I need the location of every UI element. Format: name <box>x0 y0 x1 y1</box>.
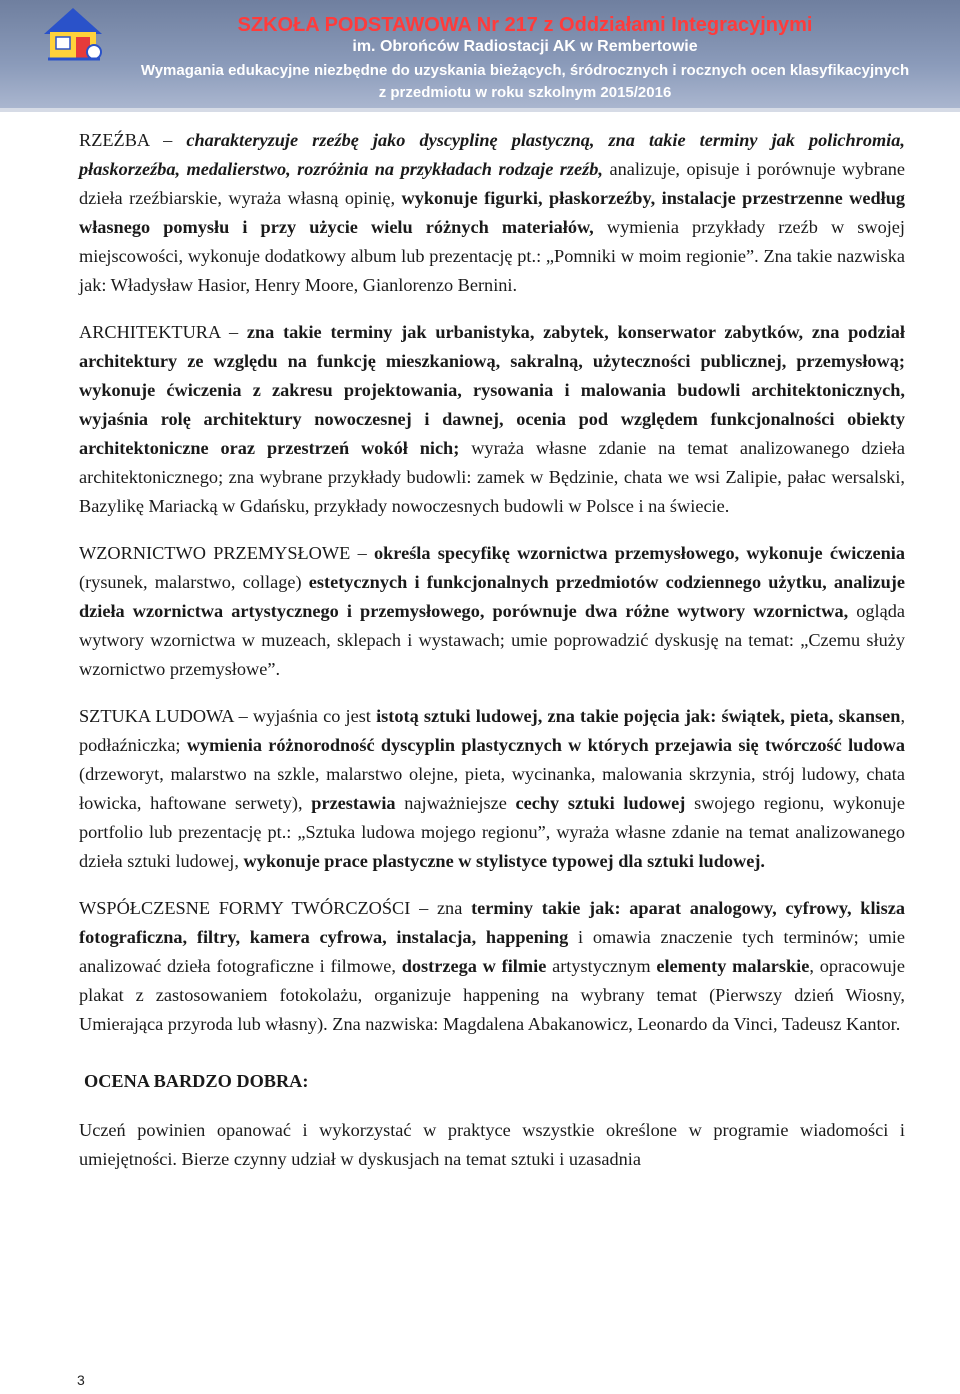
wzornictwo-text-1: (rysunek, malarstwo, collage) <box>79 572 309 592</box>
header-divider <box>0 108 960 112</box>
rzezba-text-1: analizuje, opisuje i porównuje wybrane dzieła rzeźbiarskie, wyraża własną opinię, <box>79 159 905 208</box>
wzornictwo-bold-1: określa specyfikę wzornictwa przemysłowego, wykonuje ćwiczenia <box>373 543 906 563</box>
sztuka-ludowa-text-4: swojego regionu, wykonuje portfolio lub prezentację pt.: „Sztuka ludowa mojego regionu”, wyraża własne zdanie na temat analizowanego dzieła sztuki ludowej, <box>79 793 905 871</box>
wspolczesne-text-1: i omawia znaczenie tych terminów; umie analizować dzieła fotograficzne i filmowe, <box>79 927 905 976</box>
sztuka-ludowa-bold-3: przestawia <box>311 793 396 813</box>
section-title-architektura: ARCHITEKTURA – <box>79 322 247 342</box>
section-wzornictwo <box>79 539 905 684</box>
wspolczesne-text-2: artystycznym <box>546 956 657 976</box>
sztuka-ludowa-text-2: (drzeworyt, malarstwo na szkle, malarstwo olejne, pieta, wycinanka, malowania skrzynia, strój ludowy, chata łowicka, haftowane serwety), <box>79 764 905 813</box>
architektura-bold-1: zna takie terminy jak urbanistyka, zabytek, konserwator zabytków, zna podział architektury ze względu na funkcję mieszkaniową, sakralną, użyteczności publicznej, przemysłową; wykonuje ćwiczenia z zakresu projektowania, rysowania i malowania budowli architektonicznych, wyjaśnia rolę architektury nowoczesnej i dawnej, ocenia pod względem funkcjonalności obiekty architektoniczne oraz przestrzeń wokół nich; <box>79 322 905 458</box>
wspolczesne-bold-1: terminy takie jak: aparat analogowy, cyfrowy, klisza fotograficzna, filtry, kamera cyfrowa, instalacja, happening <box>79 898 905 947</box>
sztuka-ludowa-bold-2: wymienia różnorodność dyscyplin plastycznych w których przejawia się twórczość ludowa <box>186 735 905 755</box>
wspolczesne-text-3: , opracowuje plakat z zastosowaniem fotokolażu, organizuje happening na wybrany temat (Pierwszy dzień Wiosny, Umierająca przyroda lub własny). Zna nazwiska: Magdalena Abakanowicz, Leonardo da Vinci, Tadeusz Kantor. <box>79 956 905 1034</box>
section-sztuka-ludowa <box>79 702 905 876</box>
school-name: SZKOŁA PODSTAWOWA Nr 217 z Oddziałami Integracyjnymi <box>237 14 813 36</box>
rzezba-bold-2: wykonuje figurki, płaskorzeźby, instalacje przestrzenne według własnego pomysłu i przy użycie wielu różnych materiałów, <box>79 188 905 237</box>
document-title-line-1: Wymagania edukacyjne niezbędne do uzyskania bieżących, śródrocznych i rocznych ocen klasyfikacyjnych <box>140 62 910 79</box>
wspolczesne-bold-3: elementy malarskie <box>656 956 810 976</box>
wzornictwo-bold-2: estetycznych i funkcjonalnych przedmiotów codziennego użytku, analizuje dzieła wzornictwa artystycznego i przemysłowego, porównuje dwa różne wytwory wzornictwa, <box>79 572 906 621</box>
sztuka-ludowa-text-3: najważniejsze <box>395 793 516 813</box>
page-number: 3 <box>77 1372 85 1388</box>
document-body <box>79 126 905 1192</box>
sztuka-ludowa-bold-5: wykonuje prace plastyczne w stylistyce typowej dla sztuki ludowej. <box>243 851 765 871</box>
page-header <box>0 0 960 112</box>
grade-description: Uczeń powinien opanować i wykorzystać w praktyce wszystkie określone w programie wiadomości i umiejętności. Bierze czynny udział w dyskusjach na temat sztuki i uzasadnia <box>79 1120 905 1169</box>
sztuka-ludowa-bold-1: istotą sztuki ludowej, zna takie pojęcia jak: świątek, pieta, skansen <box>376 706 901 726</box>
architektura-text-1: wyraża własne zdanie na temat analizowanego dzieła architektonicznego; zna wybrane przykłady budowli: zamek w Będzinie, chata we wsi Zalipie, pałac wersalski, Bazylikę Mariacką w Gdańsku, przykłady nowoczesnych budowli w Polsce i na świecie. <box>79 438 906 516</box>
sztuka-ludowa-bold-4: cechy sztuki ludowej <box>515 793 686 813</box>
school-patron: im. Obrońców Radiostacji AK w Rembertowie <box>352 38 698 55</box>
section-architektura <box>79 318 905 521</box>
wzornictwo-text-2: ogląda wytwory wzornictwa w muzeach, sklepach i wystawach; umie poprowadzić dyskusję na temat: „Czemu służy wzornictwo przemysłowe”. <box>79 601 905 679</box>
wspolczesne-bold-2: dostrzega w filmie <box>401 956 547 976</box>
grade-heading: OCENA BARDZO DOBRA: <box>84 1071 309 1091</box>
section-title-wspolczesne-formy: WSPÓŁCZESNE FORMY TWÓRCZOŚCI – zna <box>79 898 472 918</box>
section-title-wzornictwo: WZORNICTWO PRZEMYSŁOWE – <box>79 543 374 563</box>
section-title-rzezba: RZEŹBA – <box>79 130 187 150</box>
rzezba-bold-1: charakteryzuje rzeźbę jako dyscyplinę plastyczną, zna takie terminy jak polichromia, płaskorzeźba, medalierstwo, rozróżnia na przykładach rodzaje rzeźb, <box>79 130 905 179</box>
rzezba-text-2: wymienia przykłady rzeźb w swojej miejscowości, wykonuje dodatkowy album lub prezentację pt.: „Pomniki w moim regionie”. Zna takie nazwiska jak: Władysław Hasior, Henry Moore, Gianlorenzo Bernini. <box>79 217 905 295</box>
section-rzezba <box>79 126 905 300</box>
sztuka-ludowa-text-1: , podłaźniczka; <box>79 706 906 755</box>
document-title-line-2: z przedmiotu w roku szkolnym 2015/2016 <box>378 84 672 101</box>
section-title-sztuka-ludowa: SZTUKA LUDOWA – wyjaśnia co jest <box>79 706 377 726</box>
section-wspolczesne-formy <box>79 894 905 1039</box>
